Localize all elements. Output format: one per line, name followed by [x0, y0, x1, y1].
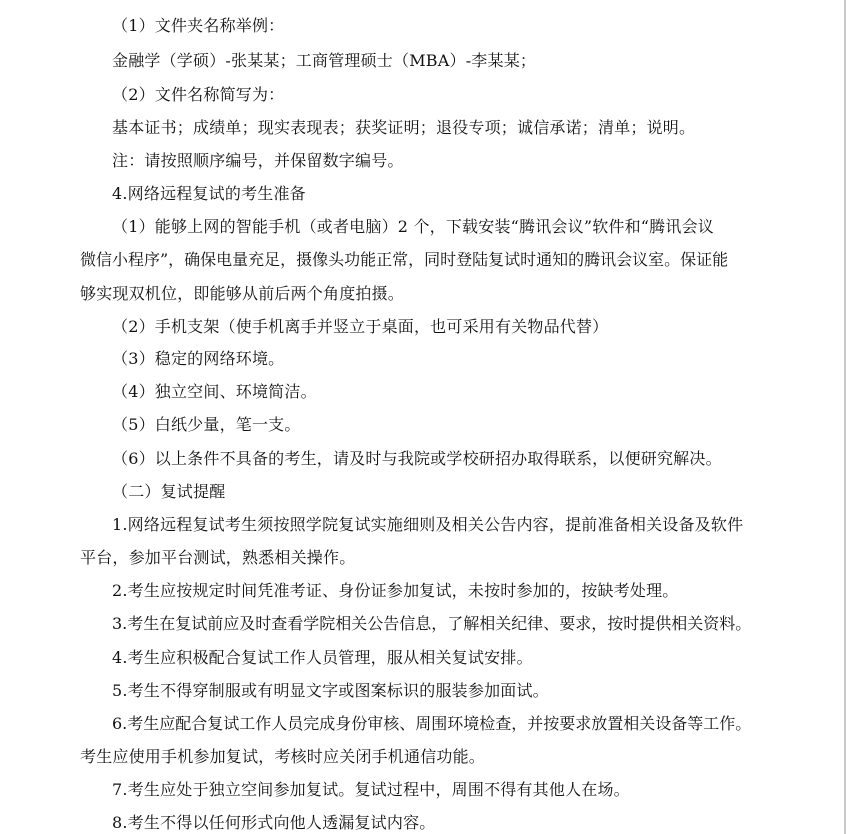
reminder-4: 4.考生应积极配合复试工作人员管理，服从相关复试安排。 — [112, 648, 533, 667]
prep-item-1-line-2: 微信小程序”，确保电量充足，摄像头功能正常，同时登陆复试时通知的腾讯会议室。保证能 — [80, 250, 729, 269]
reminder-1-line-2: 平台，参加平台测试，熟悉相关操作。 — [80, 548, 356, 567]
reminder-6-line-2: 考生应使用手机参加复试，考核时应关闭手机通信功能。 — [80, 747, 486, 766]
prep-item-5: （5）白纸少量，笔一支。 — [112, 415, 301, 434]
reminder-6-line-1: 6.考生应配合复试工作人员完成身份审核、周围环境检查，并按要求放置相关设备等工作。 — [112, 714, 752, 733]
folder-name-example-text: 金融学（学硕）-张某某；工商管理硕士（MBA）-李某某； — [112, 51, 537, 70]
section-heading-preparation: 4.网络远程复试的考生准备 — [112, 184, 306, 203]
reminder-1-line-1: 1.网络远程复试考生须按照学院复试实施细则及相关公告内容，提前准备相关设备及软件 — [112, 515, 744, 534]
prep-item-4: （4）独立空间、环境简洁。 — [112, 382, 317, 401]
reminder-8: 8.考生不得以任何形式向他人透漏复试内容。 — [112, 813, 436, 832]
reminder-7: 7.考生应处于独立空间参加复试。复试过程中，周围不得有其他人在场。 — [112, 780, 630, 799]
file-name-abbrev-list: 基本证书；成绩单；现实表现表；获奖证明；退役专项；诚信承诺；清单；说明。 — [112, 118, 696, 137]
reminder-2: 2.考生应按规定时间凭准考证、身份证参加复试，未按时参加的，按缺考处理。 — [112, 581, 679, 600]
file-name-abbrev-heading: （2）文件名称简写为： — [112, 85, 285, 104]
numbering-note: 注：请按照顺序编号，并保留数字编号。 — [112, 151, 404, 170]
section-heading-reminders: （二）复试提醒 — [112, 482, 226, 501]
prep-item-3: （3）稳定的网络环境。 — [112, 349, 285, 368]
reminder-5: 5.考生不得穿制服或有明显文字或图案标识的服装参加面试。 — [112, 681, 549, 700]
prep-item-2: （2）手机支架（使手机离手并竖立于桌面，也可采用有关物品代替） — [112, 317, 609, 336]
prep-item-1-line-3: 够实现双机位，即能够从前后两个角度拍摄。 — [80, 284, 405, 303]
prep-item-1-line-1: （1）能够上网的智能手机（或者电脑）2 个，下载安装“腾讯会议”软件和“腾讯会议 — [112, 217, 714, 236]
prep-item-6: （6）以上条件不具备的考生，请及时与我院或学校研招办取得联系，以便研究解决。 — [112, 449, 722, 468]
reminder-3: 3.考生在复试前应及时查看学院相关公告信息，了解相关纪律、要求，按时提供相关资料。 — [112, 614, 752, 633]
folder-name-example-heading: （1）文件夹名称举例： — [112, 16, 285, 35]
